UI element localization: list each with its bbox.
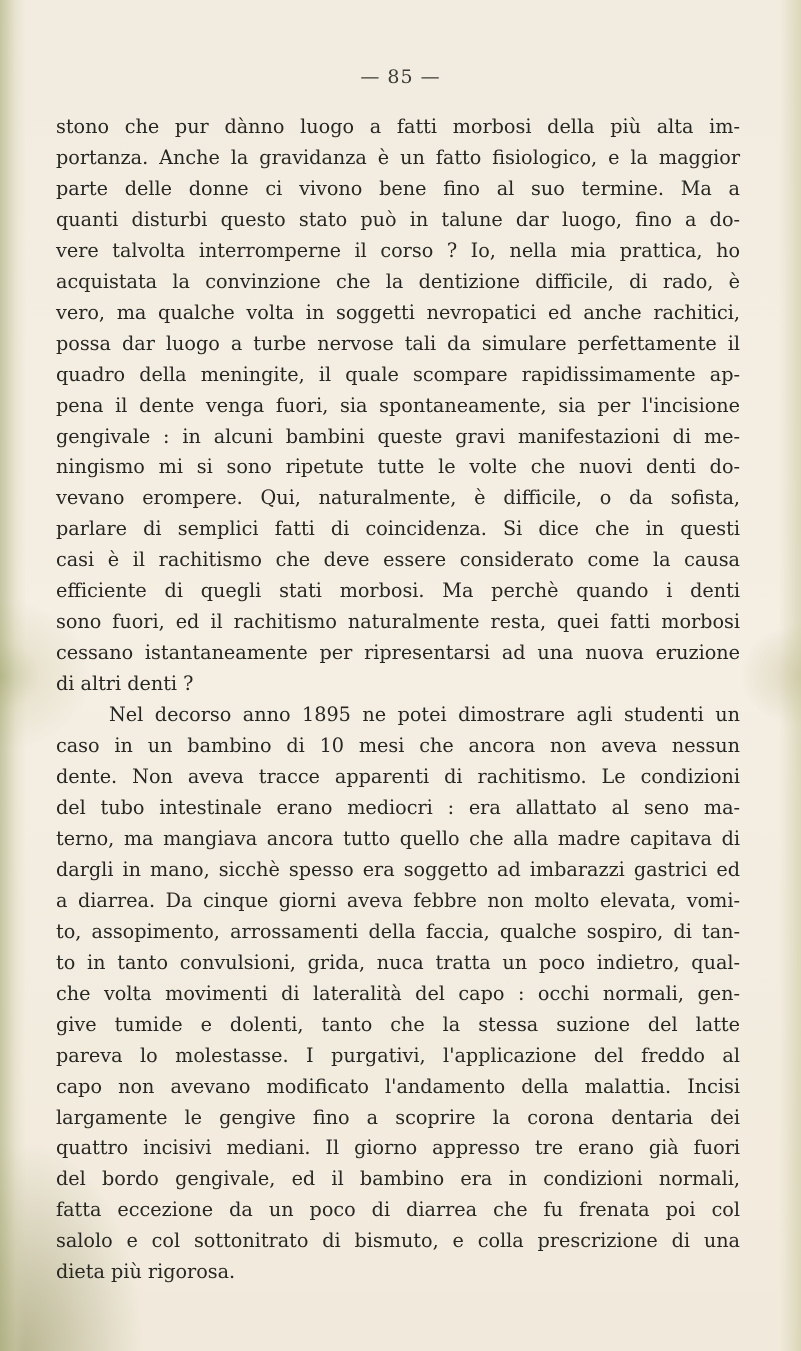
text-line: pena il dente venga fuori, sia spontaneamente, sia per l'incisione [56,393,740,417]
text-line: gengivale : in alcuni bambini queste gravi manifestazioni di me- [56,424,740,448]
text-line: give tumide e dolenti, tanto che la stessa suzione del latte [56,1012,740,1036]
text-line: acquistata la convinzione che la dentizione difficile, di rado, è [56,269,740,293]
text-line: fatta eccezione da un poco di diarrea che fu frenata poi col [56,1198,740,1222]
text-line: del bordo gengivale, ed il bambino era in condizioni normali, [56,1167,740,1191]
text-line: possa dar luogo a turbe nervose tali da simulare perfettamente il [56,331,740,355]
text-line: terno, ma mangiava ancora tutto quello che alla madre capitava di [56,826,740,850]
text-line: largamente le gengive fino a scoprire la corona dentaria dei [56,1105,740,1129]
text-line: vere talvolta interromperne il corso ? Io, nella mia prattica, ho [56,238,740,262]
text-line: parlare di semplici fatti di coincidenza. Si dice che in questi [56,517,740,541]
text-line: caso in un bambino di 10 mesi che ancora non aveva nessun [56,734,740,758]
text-line: sono fuori, ed il rachitismo naturalmente resta, quei fatti morbosi [56,610,740,634]
text-line: efficiente di quegli stati morbosi. Ma perchè quando i denti [56,579,740,603]
text-line: di altri denti ? [56,672,194,696]
text-line: pareva lo molestasse. I purgativi, l'applicazione del freddo al [56,1043,740,1067]
text-line: portanza. Anche la gravidanza è un fatto fisiologico, e la maggior [56,145,740,169]
text-line: casi è il rachitismo che deve essere considerato come la causa [56,548,740,572]
text-line: del tubo intestinale erano mediocri : era allattato al seno ma- [56,795,740,819]
text-line: capo non avevano modificato l'andamento della malattia. Incisi [56,1074,740,1098]
paragraph-2 [56,700,740,1288]
text-line: to in tanto convulsioni, grida, nuca tratta un poco indietro, qual- [56,950,740,974]
text-line: dargli in mano, sicchè spesso era soggetto ad imbarazzi gastrici ed [56,857,740,881]
text-line: quattro incisivi mediani. Il giorno appresso tre erano già fuori [56,1136,740,1160]
text-line: stono che pur dànno luogo a fatti morbosi della più alta im- [56,115,740,138]
text-line: salolo e col sottonitrato di bismuto, e colla prescrizione di una [56,1229,740,1253]
page-number: — 85 — [360,66,441,88]
text-line: a diarrea. Da cinque giorni aveva febbre non molto elevata, vomi- [56,888,740,912]
text-line: dente. Non aveva tracce apparenti di rachitismo. Le condizioni [56,765,740,789]
text-line: Nel decorso anno 1895 ne potei dimostrare agli studenti un [109,703,740,727]
text-line: quadro della meningite, il quale scompare rapidissimamente ap- [56,362,740,386]
text-line: vero, ma qualche volta in soggetti nevropatici ed anche rachitici, [56,300,740,324]
text-line: dieta più rigorosa. [56,1260,236,1284]
page-edge-shadow-left [0,0,26,1351]
paragraph-1 [56,112,740,700]
text-line: ningismo mi si sono ripetute tutte le volte che nuovi denti do- [56,455,740,479]
text-line: che volta movimenti di lateralità del capo : occhi normali, gen- [56,981,740,1005]
body-text [56,112,740,1288]
text-line: quanti disturbi questo stato può in talune dar luogo, fino a do- [56,207,740,231]
text-line: vevano erompere. Qui, naturalmente, è difficile, o da sofista, [56,486,740,510]
text-line: to, assopimento, arrossamenti della faccia, qualche sospiro, di tan- [56,919,740,943]
page-edge-shadow-right [779,0,801,1351]
text-line: cessano istantaneamente per ripresentarsi ad una nuova eruzione [56,641,740,665]
text-line: parte delle donne ci vivono bene fino al suo termine. Ma a [56,176,740,200]
